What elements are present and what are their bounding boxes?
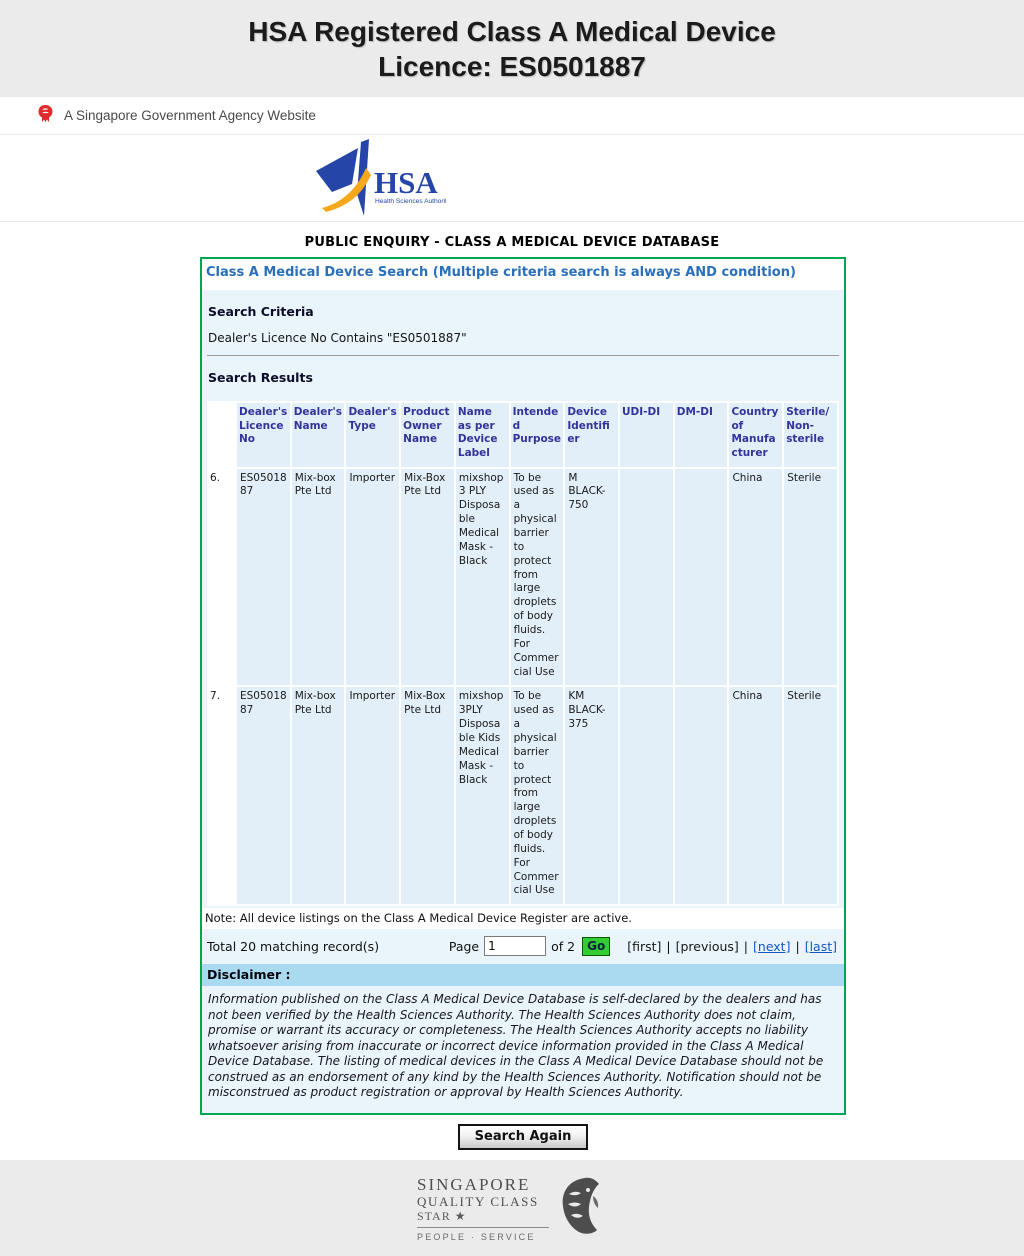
sqc-logo [417,1176,607,1256]
sqc-tagline: PEOPLE · SERVICE [417,1231,536,1242]
result-cell: ES0501887 [237,687,290,904]
pager-previous[interactable]: [previous] [675,938,739,954]
search-body [202,290,844,908]
pager-separator: | [743,938,749,954]
result-cell: Importer [346,469,399,686]
sqc-line2: QUALITY CLASS [417,1193,539,1209]
sqc-line1: SINGAPORE [417,1174,531,1194]
page-of-text: of 2 [551,938,576,954]
pager-separator: | [666,938,671,954]
search-panel [200,257,846,1115]
result-cell [620,469,673,686]
disclaimer-text: Information published on the Class A Medical Device Database is self-declared by the dealers and has not been verified by the Health Sciences Authority. The Health Sciences Authority does not claim, promise or warrant its accuracy or completeness. The Health Sciences Authority accepts no liability whatsoever arising from inaccurate or incorrect device information provided in the Class A Medical Device Database. The listing of medical devices in the Class A Medical Device Database should not be construed as an endorsement of any kind by the Health Sciences Authority. Notification should not be misconstrued as product registration or approval by Health Sciences Authority. [202,986,844,1113]
result-cell [620,687,673,904]
hsa-logo-subtitle: Health Sciences Authority [375,198,446,205]
result-cell: mixshop 3 PLY Disposable Medical Mask - Black [456,469,509,686]
sqc-line3: STAR ★ [417,1208,467,1223]
disclaimer-heading: Disclaimer : [202,964,844,986]
column-header: Name as per Device Label [456,403,509,467]
share-banner [0,0,1024,97]
results-table [207,401,839,906]
result-cell: KM BLACK-375 [565,687,618,904]
result-cell: Mix-Box Pte Ltd [401,687,454,904]
pager-first[interactable]: [first] [627,938,662,954]
column-header: Dealer's Licence No [237,403,290,467]
page-title: PUBLIC ENQUIRY - CLASS A MEDICAL DEVICE DATABASE [304,235,720,250]
pager-next-link[interactable]: [next] [753,938,791,954]
result-cell: China [729,687,782,904]
main-content [0,222,1024,1160]
result-cell: ES0501887 [237,469,290,686]
search-panel-title: Class A Medical Device Search (Multiple criteria search is always AND condition) [202,259,844,290]
total-records-text: Total 20 matching record(s) [207,938,380,954]
banner-title-line2: Licence: ES0501887 [378,51,646,82]
action-row [200,1115,846,1160]
result-cell: Sterile [784,469,837,686]
result-cell [675,469,728,686]
sqc-lion-head-icon [555,1176,607,1242]
result-cell: mixshop 3PLY Disposable Kids Medical Mask - Black [456,687,509,904]
result-cell: Mix-box Pte Ltd [292,469,345,686]
results-table-head-row [209,403,837,467]
row-number-header [209,403,235,467]
column-header: Country of Manufacturer [729,403,782,467]
column-header: Dealer's Type [346,403,399,467]
header-logo-area [0,135,1024,222]
go-button[interactable]: Go [582,937,610,956]
hsa-logo-acronym: HSA [374,165,438,200]
search-again-button[interactable]: Search Again [458,1124,589,1150]
banner-title-line1: HSA Registered Class A Medical Device [248,16,776,47]
result-cell: Importer [346,687,399,904]
column-header: DM-DI [675,403,728,467]
result-cell: China [729,469,782,686]
column-header: Intended Purpose [511,403,564,467]
column-header: Sterile/Non-sterile [784,403,837,467]
column-header: Product Owner Name [401,403,454,467]
result-cell [675,687,728,904]
merlion-crest-icon [37,104,54,128]
hsa-logo [306,138,446,224]
gov-masthead-label: A Singapore Government Agency Website [64,108,316,123]
gov-masthead [0,97,1024,135]
result-cell: Mix-box Pte Ltd [292,687,345,904]
pagination-bar [202,929,844,964]
row-number: 6. [209,469,235,686]
page-label: Page [448,938,480,954]
pager-last-link[interactable]: [last] [804,938,837,954]
footer [0,1160,1024,1256]
result-row [209,687,837,904]
criteria-divider [207,355,839,356]
result-cell: M BLACK-750 [565,469,618,686]
search-results-heading: Search Results [208,370,313,385]
search-criteria-heading: Search Criteria [208,304,314,319]
result-cell: Mix-Box Pte Ltd [401,469,454,686]
page-number-input[interactable] [484,936,546,956]
sqc-divider [417,1227,549,1228]
result-cell: To be used as a physical barrier to protect from large droplets of body fluids. For Commercial Use [511,469,564,686]
column-header: UDI-DI [620,403,673,467]
result-row [209,469,837,686]
results-table-body [209,469,837,905]
column-header: Dealer's Name [292,403,345,467]
pager-separator: | [795,938,800,954]
column-header: Device Identifier [565,403,618,467]
search-criteria-text: Dealer's Licence No Contains "ES0501887" [208,331,467,345]
result-cell: To be used as a physical barrier to protect from large droplets of body fluids. For Commercial Use [511,687,564,904]
result-cell: Sterile [784,687,837,904]
results-note: Note: All device listings on the Class A Medical Device Register are active. [202,908,844,929]
row-number: 7. [209,687,235,904]
